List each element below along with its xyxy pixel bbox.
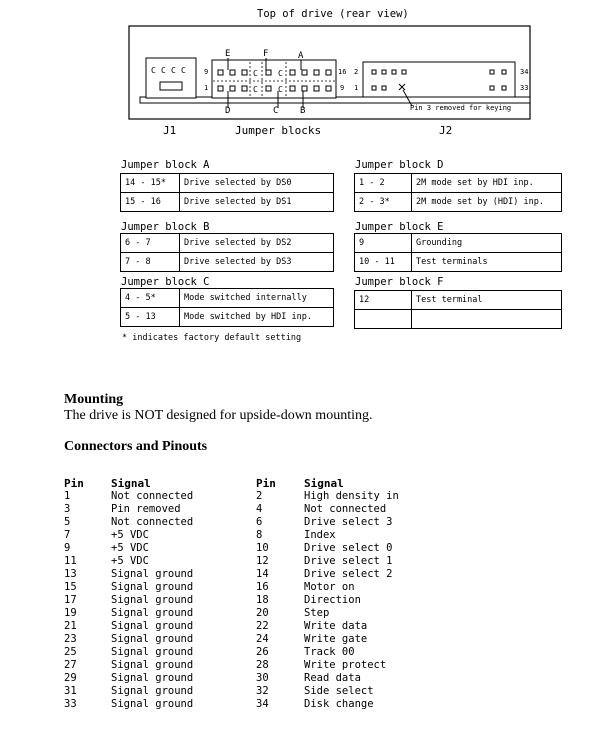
label-f: F — [263, 49, 269, 59]
j2-label: J2 — [439, 124, 453, 137]
svg-text:C: C — [278, 69, 283, 78]
signal-name: Drive select 3 — [304, 516, 393, 528]
signal-name: Pin removed — [111, 503, 181, 515]
table-row: 6 - 7 Drive selected by DS2 — [121, 234, 334, 253]
signal-name: Motor on — [304, 581, 355, 593]
table-row — [0, 568, 560, 581]
j1-connector — [146, 58, 196, 98]
jumper-block-body — [212, 60, 336, 98]
pin3-note: Pin 3 removed for keying — [410, 104, 512, 112]
col-header-pin: Pin — [64, 477, 84, 490]
signal-name: Track 00 — [304, 646, 355, 658]
pin-number: 21 — [64, 620, 77, 632]
pin-number: 26 — [256, 646, 269, 658]
pin-number: 27 — [64, 659, 77, 671]
pin-num: 2 — [354, 68, 359, 76]
pin-number: 2 — [256, 490, 263, 502]
pin-number: 25 — [64, 646, 77, 658]
signal-name: Drive select 1 — [304, 555, 393, 567]
table-row — [0, 646, 560, 659]
jumper-block-d-title: Jumper block D — [355, 159, 444, 171]
pin-number: 13 — [64, 568, 77, 580]
table-row: 9 Grounding — [355, 234, 562, 253]
col-header-signal: Signal — [111, 477, 151, 490]
table-row — [0, 581, 560, 594]
svg-text:C: C — [161, 66, 166, 75]
table-row — [0, 633, 560, 646]
pin-num: 1 — [204, 84, 209, 92]
pin-number: 9 — [64, 542, 71, 554]
jumper-block-f-title: Jumper block F — [355, 276, 444, 288]
table-row — [0, 659, 560, 672]
table-row — [0, 542, 560, 555]
col-header-signal: Signal — [304, 477, 344, 490]
j2-connector — [363, 62, 515, 97]
table-row: 5 - 13 Mode switched by HDI inp. — [121, 308, 334, 327]
pin-number: 19 — [64, 607, 77, 619]
pin-number: 8 — [256, 529, 263, 541]
label-b: B — [300, 106, 306, 116]
pin-num: 9 — [204, 68, 209, 76]
j1-key — [160, 82, 182, 90]
label-d: D — [225, 106, 231, 116]
signal-name: Signal ground — [111, 568, 194, 580]
jumper-block-a-table — [120, 173, 334, 212]
label-a: A — [298, 51, 304, 61]
signal-name: Signal ground — [111, 672, 194, 684]
pin-number: 6 — [256, 516, 263, 528]
label-e: E — [225, 49, 231, 59]
pin-number: 34 — [256, 698, 269, 710]
pin-number: 29 — [64, 672, 77, 684]
j1-label: J1 — [163, 124, 177, 137]
jumper-block-f-table — [354, 290, 562, 329]
pin-number: 5 — [64, 516, 71, 528]
signal-name: Direction — [304, 594, 361, 606]
pin-number: 12 — [256, 555, 269, 567]
footnote: * indicates factory default setting — [122, 333, 302, 343]
signal-name: Index — [304, 529, 336, 541]
jumper-block-e-title: Jumper block E — [355, 221, 444, 233]
signal-name: +5 VDC — [111, 542, 149, 554]
table-row: 1 - 2 2M mode set by HDI inp. — [355, 174, 562, 193]
pin-number: 31 — [64, 685, 77, 697]
svg-text:C: C — [171, 66, 176, 75]
pin-number: 15 — [64, 581, 77, 593]
table-row: 15 - 16 Drive selected by DS1 — [121, 193, 334, 212]
table-row — [0, 529, 560, 542]
table-row — [0, 490, 560, 503]
table-row — [0, 594, 560, 607]
signal-name: Not connected — [111, 490, 194, 502]
signal-name: High density in — [304, 490, 399, 502]
signal-name: +5 VDC — [111, 555, 149, 567]
table-row: 10 - 11 Test terminals — [355, 253, 562, 272]
signal-name: Drive select 2 — [304, 568, 393, 580]
signal-name: +5 VDC — [111, 529, 149, 541]
jumper-block-d-table — [354, 173, 562, 212]
pin-num: 16 — [338, 68, 347, 76]
pin-number: 11 — [64, 555, 77, 567]
jumper-block-a-title: Jumper block A — [121, 159, 210, 171]
mounting-heading: Mounting — [64, 392, 124, 407]
table-row — [0, 672, 560, 685]
table-row — [0, 516, 560, 529]
table-row: 12 Test terminal — [355, 291, 562, 310]
pin-number: 20 — [256, 607, 269, 619]
signal-name: Signal ground — [111, 620, 194, 632]
jumper-block-c-table — [120, 288, 334, 327]
table-row: 2 - 3* 2M mode set by (HDI) inp. — [355, 193, 562, 212]
table-row — [0, 503, 560, 516]
signal-name: Signal ground — [111, 659, 194, 671]
table-row: 7 - 8 Drive selected by DS3 — [121, 253, 334, 272]
pin-number: 24 — [256, 633, 269, 645]
signal-name: Step — [304, 607, 330, 619]
pin-number: 22 — [256, 620, 269, 632]
svg-text:C: C — [151, 66, 156, 75]
pin-number: 17 — [64, 594, 77, 606]
pin-number: 1 — [64, 490, 71, 502]
pin-number: 33 — [64, 698, 77, 710]
label-c: C — [273, 106, 279, 116]
jumper-block-e-table — [354, 233, 562, 272]
svg-text:C: C — [181, 66, 186, 75]
pin-num: 9 — [340, 84, 345, 92]
pin-number: 4 — [256, 503, 263, 515]
pin-num: 1 — [354, 84, 359, 92]
signal-name: Signal ground — [111, 646, 194, 658]
pin-number: 10 — [256, 542, 269, 554]
pin-number: 14 — [256, 568, 269, 580]
pin-number: 18 — [256, 594, 269, 606]
pin-number: 16 — [256, 581, 269, 593]
signal-name: Write protect — [304, 659, 387, 671]
svg-text:C: C — [253, 69, 258, 78]
signal-name: Read data — [304, 672, 361, 684]
pin-number: 28 — [256, 659, 269, 671]
table-row — [355, 310, 562, 329]
signal-name: Signal ground — [111, 698, 194, 710]
pin-num: 34 — [520, 68, 529, 76]
signal-name: Side select — [304, 685, 374, 697]
jumper-block-b-table — [120, 233, 334, 272]
signal-name: Signal ground — [111, 581, 194, 593]
pin-number: 23 — [64, 633, 77, 645]
table-row — [0, 607, 560, 620]
mounting-text: The drive is NOT designed for upside-down mounting. — [64, 408, 373, 423]
pin-number: 7 — [64, 529, 71, 541]
signal-name: Write gate — [304, 633, 368, 645]
jumper-block-c-title: Jumper block C — [121, 276, 210, 288]
table-row — [0, 698, 560, 711]
pin-number: 3 — [64, 503, 71, 515]
table-row — [0, 620, 560, 633]
table-row — [0, 555, 560, 568]
svg-text:C: C — [278, 85, 283, 94]
signal-name: Disk change — [304, 698, 374, 710]
signal-name: Signal ground — [111, 633, 194, 645]
pin-num: 33 — [520, 84, 529, 92]
pin-number: 32 — [256, 685, 269, 697]
pin-number: 30 — [256, 672, 269, 684]
signal-name: Drive select 0 — [304, 542, 393, 554]
signal-name: Not connected — [304, 503, 387, 515]
jumper-block-b-title: Jumper block B — [121, 221, 210, 233]
signal-name: Signal ground — [111, 607, 194, 619]
signal-name: Write data — [304, 620, 368, 632]
connectors-heading: Connectors and Pinouts — [64, 439, 208, 454]
table-row: 4 - 5* Mode switched internally — [121, 289, 334, 308]
signal-name: Signal ground — [111, 685, 194, 697]
signal-name: Signal ground — [111, 594, 194, 606]
col-header-pin: Pin — [256, 477, 276, 490]
table-row — [0, 685, 560, 698]
svg-text:C: C — [253, 85, 258, 94]
jumper-blocks-label: Jumper blocks — [235, 124, 322, 137]
diagram-title: Top of drive (rear view) — [257, 8, 409, 20]
table-row: 14 - 15* Drive selected by DS0 — [121, 174, 334, 193]
signal-name: Not connected — [111, 516, 194, 528]
